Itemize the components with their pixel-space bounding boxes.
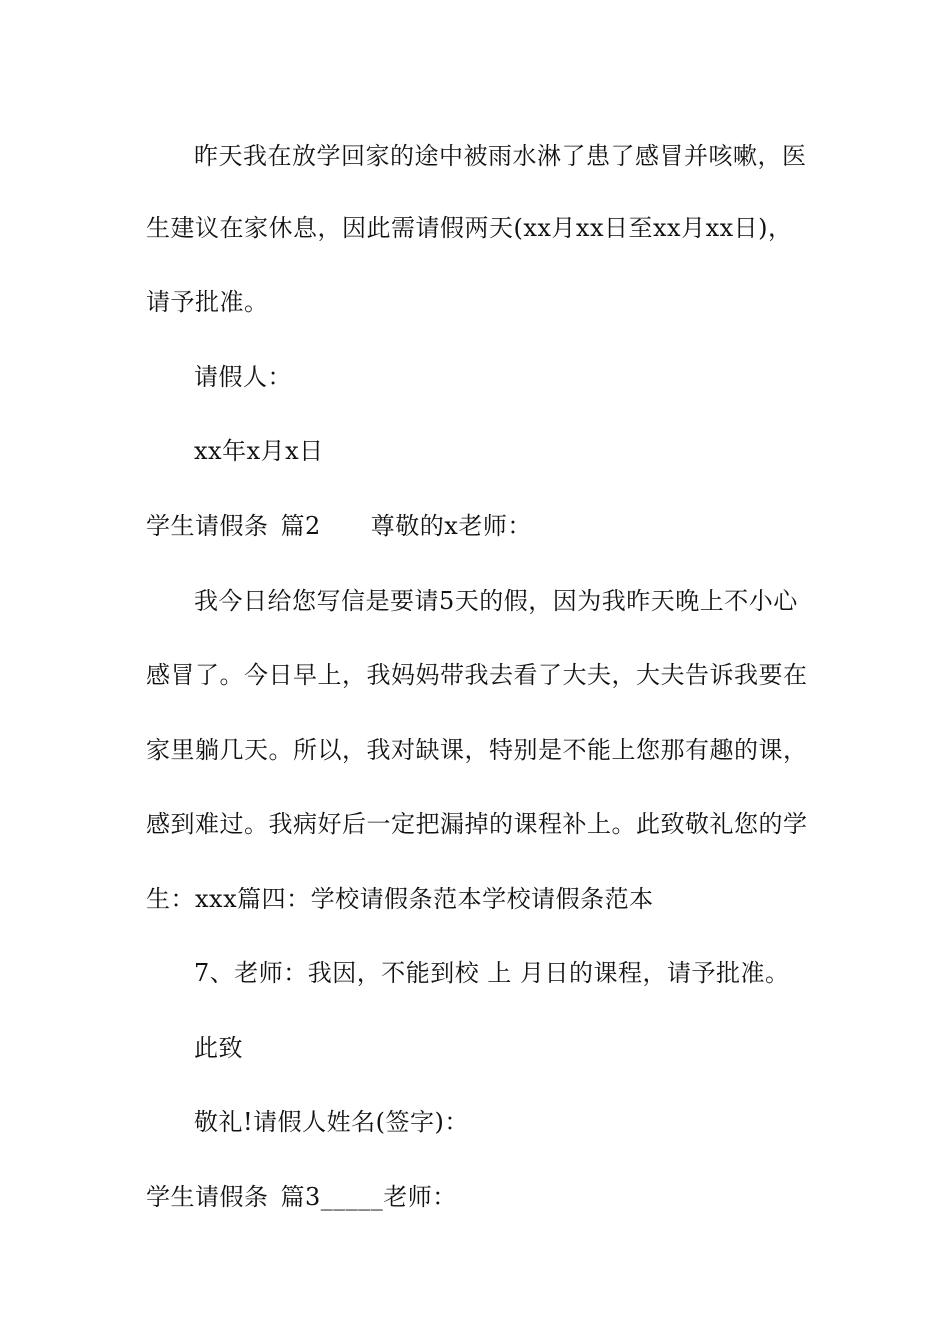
paragraph-2-line-1: 我今日给您写信是要请5天的假，因为我昨天晚上不小心 [194, 587, 798, 615]
date-line: xx年x月x日 [194, 437, 324, 465]
section-3-heading: 学生请假条 [146, 1183, 269, 1211]
closing-line-1: 此致 [194, 1034, 243, 1062]
paragraph-2-line-3: 家里躺几天。所以，我对缺课，特别是不能上您那有趣的课， [146, 736, 808, 764]
closing-line-2: 敬礼!请假人姓名(签字)： [194, 1108, 469, 1136]
applicant-label: 请假人： [194, 363, 292, 391]
paragraph-1-line-2: 生建议在家休息，因此需请假两天(xx月xx日至xx月xx日)， [146, 214, 793, 242]
section-2-heading: 学生请假条 [146, 512, 269, 540]
section-3-heading-line [146, 1182, 457, 1212]
paragraph-1-line-1: 昨天我在放学回家的途中被雨水淋了患了感冒并咳嗽，医 [194, 142, 807, 170]
paragraph-2-line-5: 生：xxx篇四：学校请假条范本学校请假条范本 [146, 885, 654, 913]
section-2-heading-line [146, 511, 532, 541]
section-3-number: 篇3_____老师： [280, 1183, 457, 1211]
section-2-salutation: 尊敬的x老师： [370, 512, 532, 540]
paragraph-2-line-2: 感冒了。今日早上，我妈妈带我去看了大夫，大夫告诉我要在 [146, 661, 808, 689]
item-7-line: 7、老师：我因，不能到校 上 月日的课程，请予批准。 [194, 959, 790, 987]
section-2-number: 篇2 [280, 512, 321, 540]
paragraph-2-line-4: 感到难过。我病好后一定把漏掉的课程补上。此致敬礼您的学 [146, 810, 808, 838]
paragraph-1-line-3: 请予批准。 [146, 288, 269, 316]
